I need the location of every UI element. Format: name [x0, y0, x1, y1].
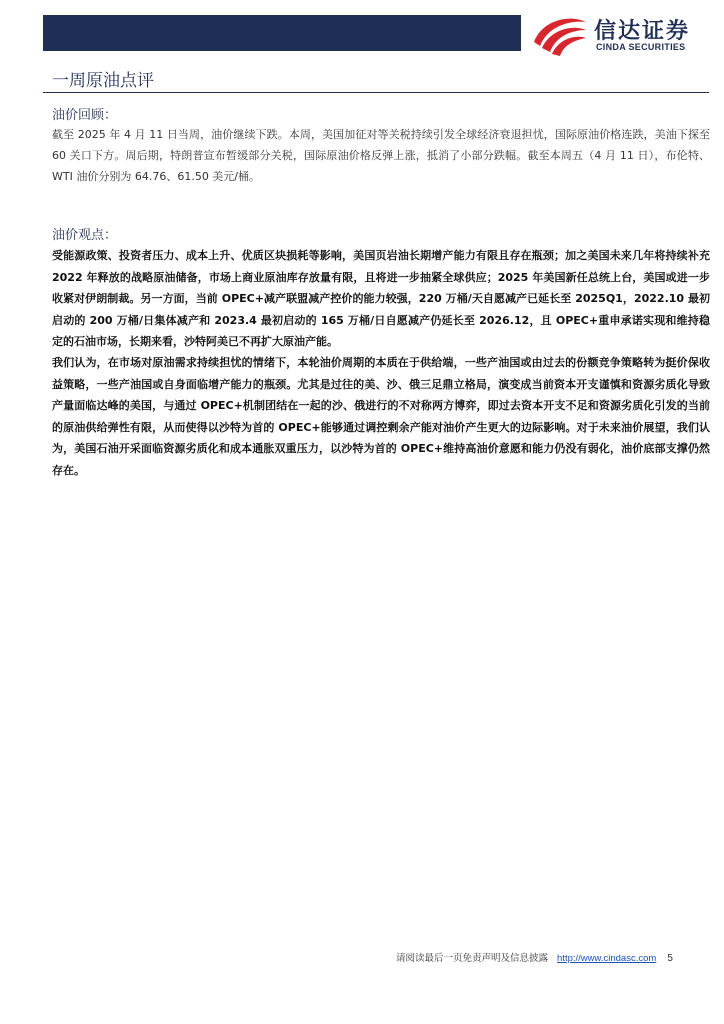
section-divider [43, 92, 709, 93]
review-heading: 油价回顾： [52, 108, 118, 123]
footer-link[interactable]: http://www.cindasc.com [557, 953, 657, 964]
outlook-heading: 油价观点： [52, 228, 118, 243]
header-banner [43, 15, 521, 51]
cinda-logo [530, 12, 710, 56]
logo-english-text: CINDA SECURITIES [596, 42, 686, 52]
outlook-paragraph-2: 我们认为，在市场对原油需求持续担忧的情绪下，本轮油价周期的本质在于供给端，一些产油国或由过去的份额竞争策略转为挺价保收益策略，一些产油国或自身面临增产能力的瓶颈。尤其是过往的美、沙、俄三足鼎立格局，演变成当前资本开支谨慎和资源劣质化导致产量面临达峰的美国，与通过 OPEC+机制团结在一起的沙、俄进行的不对称两方博弈，即过去资本开支不足和资源劣质化引发的当前的原油供给弹性有限，从而使得以沙特为首的 OPEC+能够通过调控剩余产能对油价产生更大的边际影响。对于未来油价展望，我们认为，美国石油开采面临资源劣质化和成本通胀双重压力，以沙特为首的 OPEC+维持高油价意愿和能力仍没有弱化，油价底部支撑仍然存在。 [52, 356, 710, 477]
cinda-logo-icon [530, 12, 590, 56]
logo-chinese-text: 信达证券 [594, 19, 691, 44]
outlook-paragraph-1: 受能源政策、投资者压力、成本上升、优质区块损耗等影响，美国页岩油长期增产能力有限且存在瓶颈；加之美国未来几年将持续补充 2022 年释放的战略原油储备，市场上商业原油库存放量有限，且将进一步抽紧全球供应；2025 年美国新任总统上台，美国或进一步收紧对伊朗制裁。另一方面，当前 OPEC+减产联盟减产控价的能力较强，220 万桶/天自愿减产已延长至 2025Q1，2022.10 最初启动的 200 万桶/日集体减产和 2023.4 最初启动的 165 万桶/日自愿减产仍延长至 2026.12，且 OPEC+重申承诺实现和维持稳定的石油市场，长期来看，沙特阿美已不再扩大原油产能。 [52, 249, 710, 348]
review-paragraph: 截至 2025 年 4 月 11 日当周，油价继续下跌。本周，美国加征对等关税持续引发全球经济衰退担忧，国际原油价格连跌，美油下探至 60 关口下方。周后期，特朗普宣布暂缓部分关税，国际原油价格反弹上涨，抵消了小部分跌幅。截至本周五（4 月 11 日），布伦特、WTI 油价分别为 64.76、61.50 美元/桶。 [52, 128, 710, 183]
section-title: 一周原油点评 [52, 71, 154, 91]
page-number: 5 [667, 953, 673, 964]
page-footer [396, 950, 716, 966]
footer-disclaimer: 请阅读最后一页免责声明及信息披露 [396, 953, 549, 964]
